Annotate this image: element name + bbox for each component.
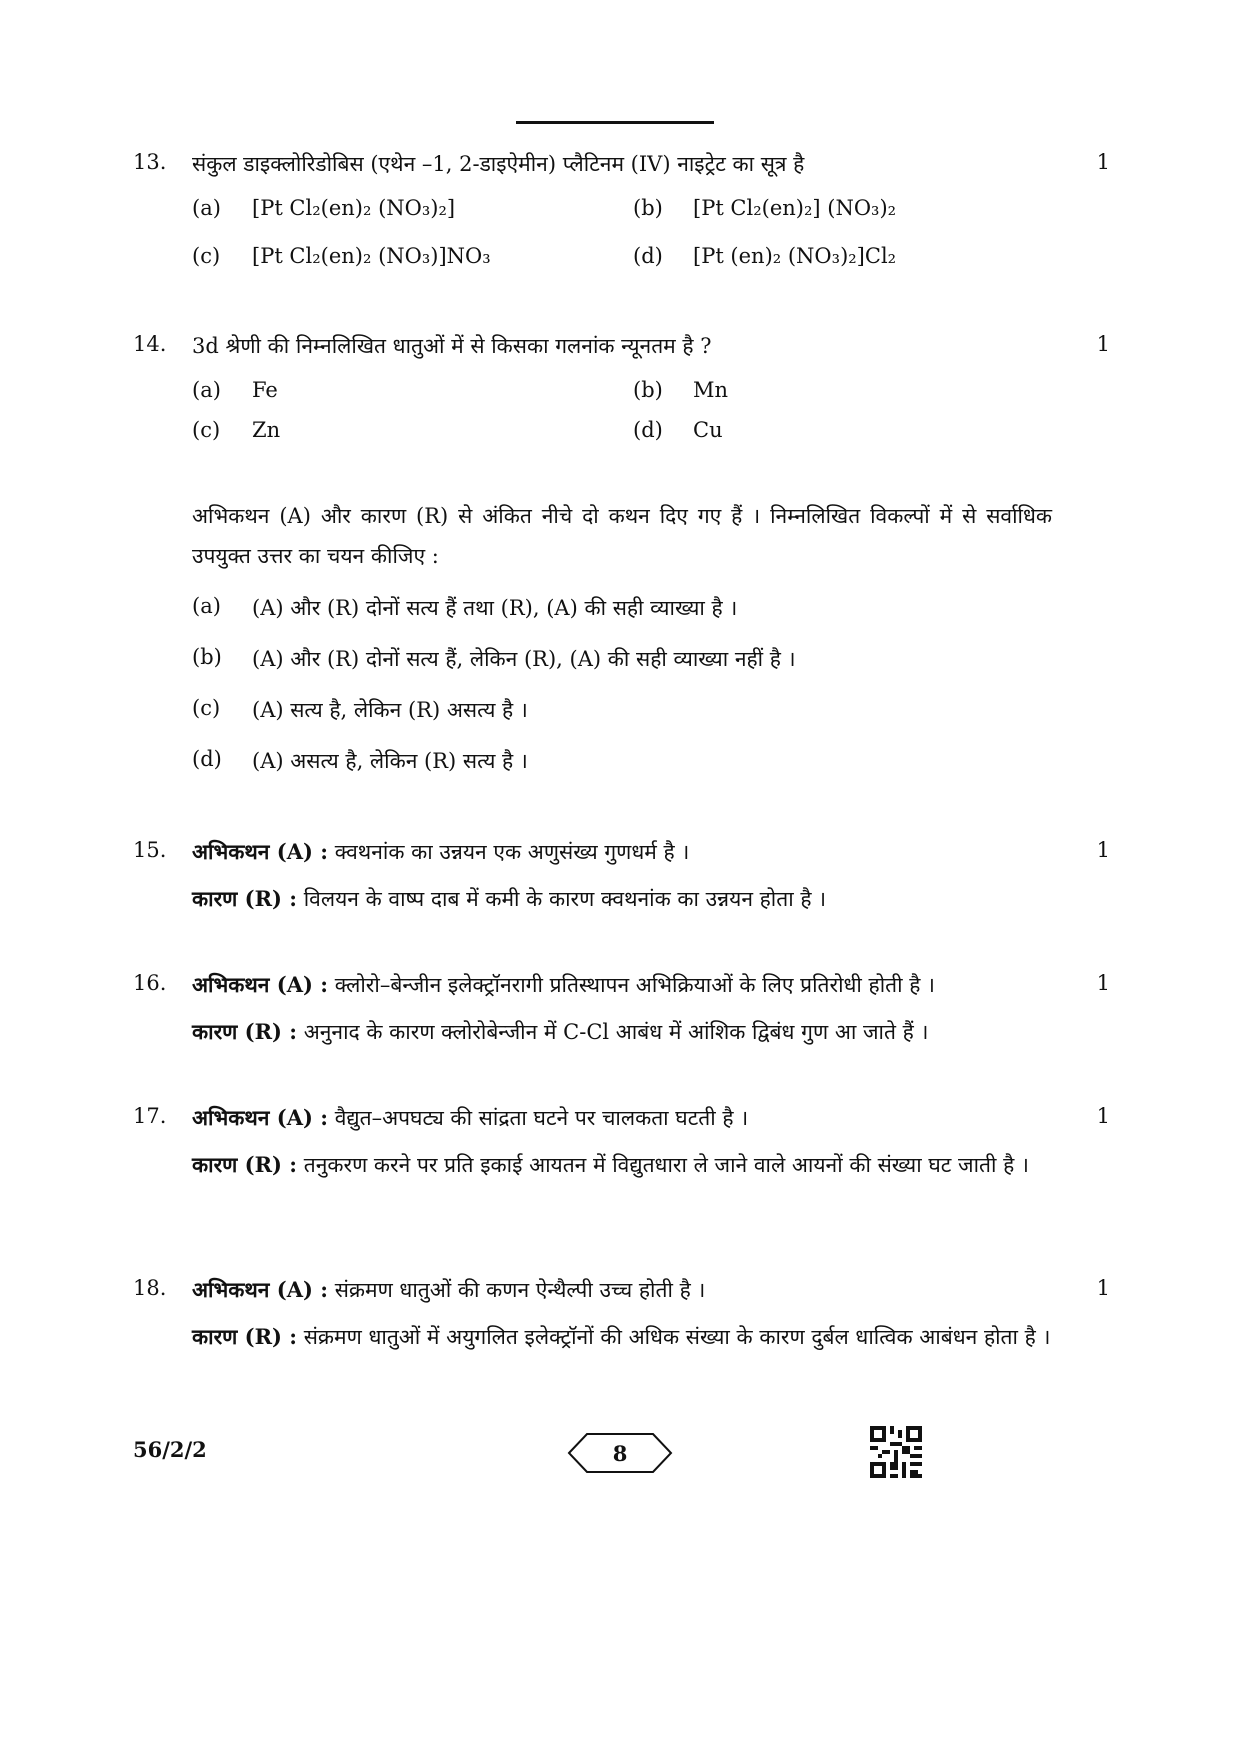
ar-option-b: (A) और (R) दोनों सत्य हैं, लेकिन (R), (A) की सही व्याख्या नहीं है । (252, 647, 796, 671)
ar-option-d: (A) असत्य है, लेकिन (R) सत्य है । (252, 749, 528, 773)
q13-option-d: [Pt (en)₂ (NO₃)₂]Cl₂ (693, 244, 897, 268)
q15-reason-line (192, 880, 1052, 918)
q13-option-c: [Pt Cl₂(en)₂ (NO₃)]NO₃ (252, 244, 491, 268)
q13-option-b: [Pt Cl₂(en)₂] (NO₃)₂ (693, 196, 897, 220)
q16-reason-line (192, 1013, 1052, 1051)
q15-assertion: क्वथनांक का उन्नयन एक अणुसंख्य गुणधर्म है । (334, 840, 690, 864)
qr-code-icon (870, 1426, 922, 1478)
q15-reason-label: कारण (R) : (192, 886, 298, 911)
paper-code: 56/2/2 (133, 1437, 207, 1462)
q13-option-a-label: (a) (192, 196, 221, 220)
q14-option-b: Mn (693, 378, 729, 402)
ar-option-a-label: (a) (192, 594, 221, 618)
q17-reason-line (192, 1146, 1052, 1184)
q17-assertion: वैद्युत–अपघट्य की सांद्रता घटने पर चालकता घटती है । (334, 1106, 749, 1130)
q14-option-d: Cu (693, 418, 723, 442)
ar-option-b-label: (b) (192, 645, 222, 669)
q18-reason: संक्रमण धातुओं में अयुगलित इलेक्ट्रॉनों की अधिक संख्या के कारण दुर्बल धात्विक आबंधन होता है । (303, 1325, 1051, 1349)
q14-text: 3d श्रेणी की निम्नलिखित धातुओं में से किसका गलनांक न्यूनतम है ? (192, 334, 712, 358)
q13-option-b-label: (b) (633, 196, 663, 220)
q17-reason: तनुकरण करने पर प्रति इकाई आयतन में विद्युतधारा ले जाने वाले आयनों की संख्या घट जाती है । (303, 1153, 1029, 1177)
q18-marks: 1 (1096, 1276, 1110, 1300)
q17-marks: 1 (1096, 1104, 1110, 1128)
q15-marks: 1 (1096, 838, 1110, 862)
q18-assertion-label: अभिकथन (A) : (192, 1277, 328, 1302)
top-rule (516, 121, 714, 124)
q17-number: 17. (133, 1104, 167, 1128)
q18-number: 18. (133, 1276, 167, 1300)
q13-option-a: [Pt Cl₂(en)₂ (NO₃)₂] (252, 196, 456, 220)
q15-assertion-label: अभिकथन (A) : (192, 839, 328, 864)
q18-reason-line (192, 1318, 1052, 1356)
q15-assertion-line (192, 838, 1052, 866)
q14-option-c-label: (c) (192, 418, 221, 442)
q16-number: 16. (133, 971, 167, 995)
q13-text: संकुल डाइक्लोरिडोबिस (एथेन –1, 2-डाइऐमीन) प्लैटिनम (IV) नाइट्रेट का सूत्र है (192, 152, 805, 176)
ar-option-a: (A) और (R) दोनों सत्य हैं तथा (R), (A) की सही व्याख्या है । (252, 596, 738, 620)
q14-option-a: Fe (252, 378, 278, 402)
ar-option-c: (A) सत्य है, लेकिन (R) असत्य है । (252, 698, 528, 722)
ar-option-d-label: (d) (192, 747, 222, 771)
q14-option-b-label: (b) (633, 378, 663, 402)
q14-option-a-label: (a) (192, 378, 221, 402)
q14-number: 14. (133, 332, 167, 356)
q13-option-d-label: (d) (633, 244, 663, 268)
page-number: 8 (612, 1441, 628, 1466)
q14-option-c: Zn (252, 418, 281, 442)
q15-reason: विलयन के वाष्प दाब में कमी के कारण क्वथनांक का उन्नयन होता है । (303, 887, 827, 911)
q16-marks: 1 (1096, 971, 1110, 995)
q16-reason: अनुनाद के कारण क्लोरोबेन्जीन में C-Cl आबंध में आंशिक द्विबंध गुण आ जाते हैं । (303, 1020, 929, 1044)
q16-assertion-line (192, 971, 1052, 999)
q18-assertion-line (192, 1276, 1052, 1304)
q14-marks: 1 (1096, 332, 1110, 356)
q16-reason-label: कारण (R) : (192, 1019, 298, 1044)
ar-option-c-label: (c) (192, 696, 221, 720)
q14-option-d-label: (d) (633, 418, 663, 442)
q17-reason-label: कारण (R) : (192, 1152, 298, 1177)
q18-assertion: संक्रमण धातुओं की कणन ऐन्थैल्पी उच्च होती है । (334, 1278, 706, 1302)
page-number-badge (567, 1432, 673, 1474)
assertion-reason-instructions: अभिकथन (A) और कारण (R) से अंकित नीचे दो कथन दिए गए हैं । निम्नलिखित विकल्पों में से सर्वाधिक उपयुक्त उत्तर का चयन कीजिए : (192, 504, 1052, 568)
q13-number: 13. (133, 150, 167, 174)
q17-assertion-label: अभिकथन (A) : (192, 1105, 328, 1130)
q13-option-c-label: (c) (192, 244, 221, 268)
q16-assertion-label: अभिकथन (A) : (192, 972, 328, 997)
q13-marks: 1 (1096, 150, 1110, 174)
q18-reason-label: कारण (R) : (192, 1324, 298, 1349)
q15-number: 15. (133, 838, 167, 862)
q17-assertion-line (192, 1104, 1052, 1132)
q16-assertion: क्लोरो–बेन्जीन इलेक्ट्रॉनरागी प्रतिस्थापन अभिक्रियाओं के लिए प्रतिरोधी होती है । (334, 973, 936, 997)
